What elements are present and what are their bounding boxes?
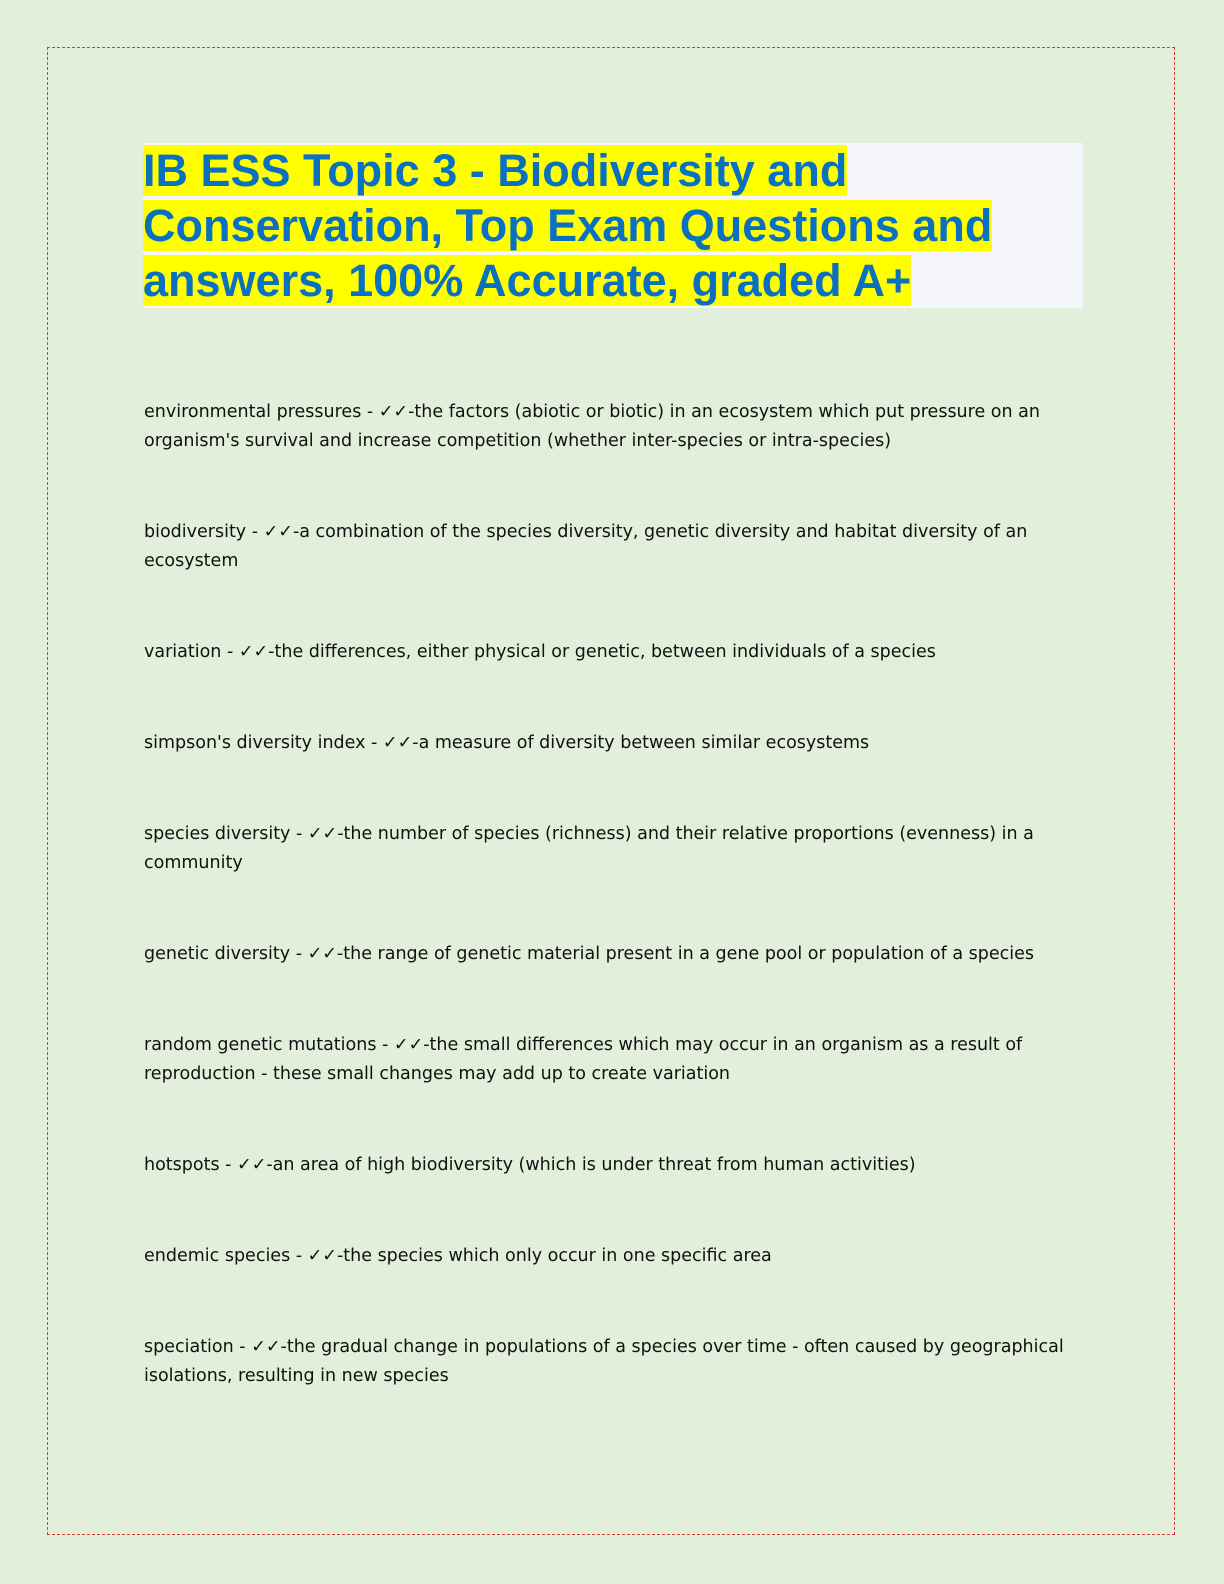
entry-definition: -the gradual change in populations of a species over time - often caused by geographical isolations, resulting in new species: [144, 1337, 1064, 1386]
check-mark-icon: ✓✓: [238, 642, 269, 662]
entry-term: endemic species: [144, 1246, 291, 1266]
check-mark-icon: ✓✓: [263, 522, 293, 542]
entry-term: species diversity: [144, 824, 291, 844]
definition-entry: [144, 729, 1084, 758]
definition-entry: [144, 1151, 1084, 1180]
entry-separator: -: [233, 1337, 252, 1357]
definition-entry: [144, 820, 1084, 878]
check-mark-icon: ✓✓: [251, 1337, 281, 1357]
entry-separator: -: [365, 733, 383, 753]
entry-separator: -: [290, 824, 308, 844]
title-highlight: IB ESS Topic 3 - Biodiversity and Conservation, Top Exam Questions and answers, 100% Accurate, graded A+: [143, 145, 993, 306]
entry-separator: -: [221, 642, 239, 662]
entry-separator: -: [376, 1035, 394, 1055]
definition-entry: [144, 638, 1084, 667]
entry-term: environmental pressures: [144, 402, 362, 422]
check-mark-icon: ✓✓: [307, 1246, 337, 1266]
entry-term: genetic diversity: [144, 944, 291, 964]
entry-definition: -a measure of diversity between similar ecosystems: [412, 733, 870, 753]
check-mark-icon: ✓✓: [237, 1155, 267, 1175]
definition-entry: [144, 1031, 1084, 1089]
entry-term: random genetic mutations: [144, 1035, 377, 1055]
entry-term: hotspots: [144, 1155, 220, 1175]
entry-separator: -: [219, 1155, 238, 1175]
definition-entry: [144, 518, 1084, 576]
document-title: [143, 143, 1083, 308]
check-mark-icon: ✓✓: [307, 944, 337, 964]
definition-entry: [144, 940, 1084, 969]
entry-definition: -an area of high biodiversity (which is under threat from human activities): [266, 1155, 916, 1175]
entry-separator: -: [290, 944, 308, 964]
entry-term: biodiversity: [144, 522, 247, 542]
entry-definition: -the range of genetic material present in a gene pool or population of a species: [336, 944, 1034, 964]
entry-term: speciation: [144, 1337, 234, 1357]
definition-list: [144, 398, 1084, 1391]
check-mark-icon: ✓✓: [393, 1035, 424, 1055]
entry-definition: -the factors (abiotic or biotic) in an ecosystem which put pressure on an organism's survival and increase competition (whether inter-species or intra-species): [144, 402, 1040, 451]
entry-definition: -the differences, either physical or genetic, between individuals of a species: [268, 642, 936, 662]
entry-separator: -: [290, 1246, 308, 1266]
entry-term: variation: [144, 642, 222, 662]
definition-entry: [144, 398, 1084, 456]
entry-separator: -: [246, 522, 264, 542]
entry-definition: -the species which only occur in one specific area: [336, 1246, 772, 1266]
definition-entry: [144, 1333, 1084, 1391]
entry-definition: -the number of species (richness) and their relative proportions (evenness) in a community: [144, 824, 1034, 873]
entry-separator: -: [361, 402, 379, 422]
check-mark-icon: ✓✓: [382, 733, 413, 753]
entry-definition: -a combination of the species diversity, genetic diversity and habitat diversity of an ecosystem: [144, 522, 1028, 571]
definition-entry: [144, 1242, 1084, 1271]
entry-definition: -the small differences which may occur in an organism as a result of reproduction - these small changes may add up to create variation: [144, 1035, 1023, 1084]
title-block: [143, 143, 1083, 308]
entry-term: simpson's diversity index: [144, 733, 366, 753]
check-mark-icon: ✓✓: [378, 402, 409, 422]
check-mark-icon: ✓✓: [307, 824, 338, 844]
